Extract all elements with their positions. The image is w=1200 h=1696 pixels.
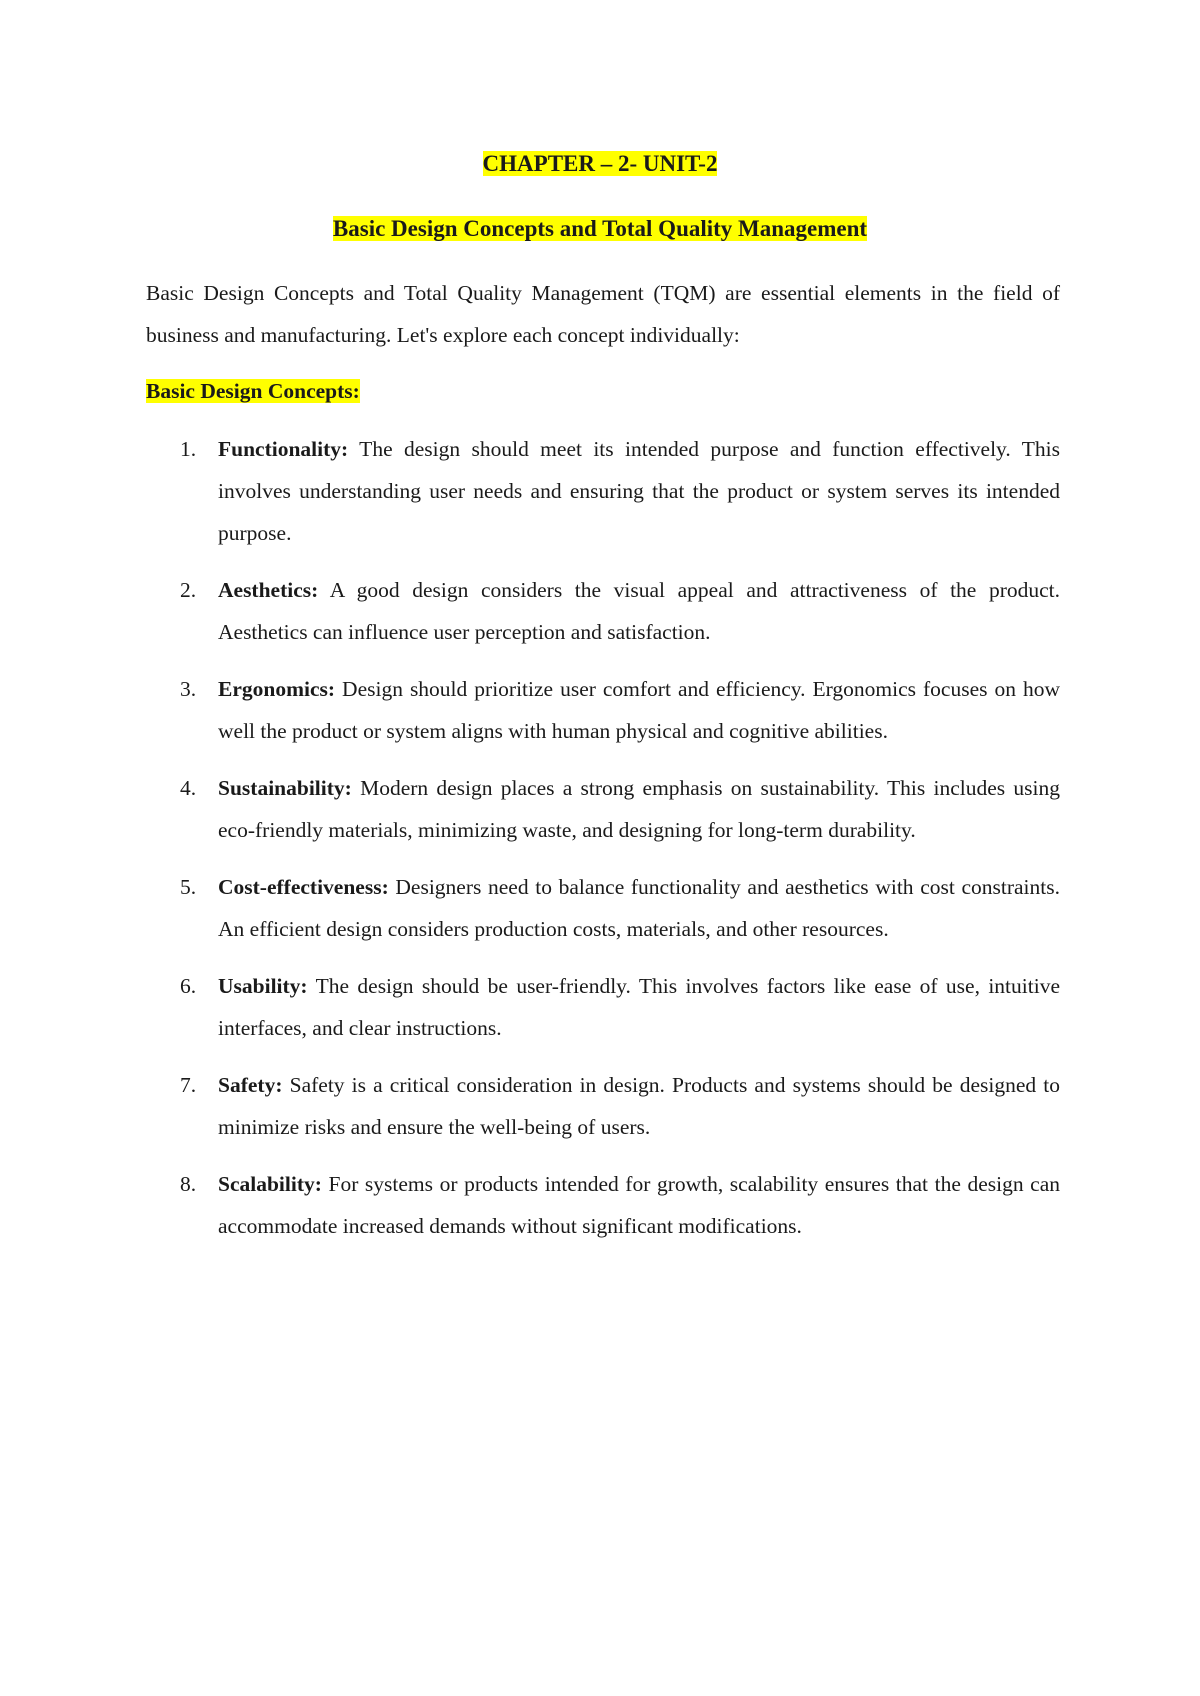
section-heading <box>146 376 360 406</box>
list-item-text: Modern design places a strong emphasis on sustainability. This includes using eco-friendly materials, minimizing waste, and designing for long-term durability. <box>218 776 1060 842</box>
list-item-term: Cost-effectiveness: <box>218 875 389 899</box>
list-item-text: The design should be user-friendly. This involves factors like ease of use, intuitive interfaces, and clear instructions. <box>218 974 1060 1040</box>
list-item-number: 3. <box>180 677 197 701</box>
list-item-text: A good design considers the visual appeal and attractiveness of the product. Aesthetics can influence user perception and satisfaction. <box>218 578 1060 644</box>
list-item-number: 8. <box>180 1172 197 1196</box>
list-item <box>146 1163 1060 1247</box>
document-subtitle-text: Basic Design Concepts and Total Quality Management <box>332 216 868 241</box>
list-item <box>146 866 1060 950</box>
document-subtitle <box>0 215 1200 243</box>
list-item-number: 7. <box>180 1073 197 1097</box>
list-item-term: Ergonomics: <box>218 677 336 701</box>
list-item-term: Functionality: <box>218 437 349 461</box>
list-item-number: 6. <box>180 974 197 998</box>
list-item <box>146 767 1060 851</box>
section-heading-text: Basic Design Concepts: <box>146 379 360 403</box>
list-item-term: Scalability: <box>218 1172 322 1196</box>
design-concepts-list <box>146 428 1060 1262</box>
list-item-term: Safety: <box>218 1073 283 1097</box>
chapter-title-text: CHAPTER – 2- UNIT-2 <box>482 151 718 176</box>
list-item-number: 4. <box>180 776 197 800</box>
list-item-text: Safety is a critical consideration in design. Products and systems should be designed to minimize risks and ensure the well-being of users. <box>218 1073 1060 1139</box>
list-item <box>146 1064 1060 1148</box>
list-item-number: 2. <box>180 578 197 602</box>
list-item-text: For systems or products intended for growth, scalability ensures that the design can accommodate increased demands without significant modifications. <box>218 1172 1060 1238</box>
intro-paragraph: Basic Design Concepts and Total Quality Management (TQM) are essential elements in the field of business and manufacturing. Let's explore each concept individually: <box>146 281 1060 347</box>
list-item-text: The design should meet its intended purpose and function effectively. This involves understanding user needs and ensuring that the product or system serves its intended purpose. <box>218 437 1060 545</box>
list-item-text: Design should prioritize user comfort and efficiency. Ergonomics focuses on how well the product or system aligns with human physical and cognitive abilities. <box>218 677 1060 743</box>
list-item-term: Usability: <box>218 974 308 998</box>
list-item <box>146 569 1060 653</box>
list-item <box>146 668 1060 752</box>
list-item-term: Sustainability: <box>218 776 352 800</box>
list-item <box>146 428 1060 554</box>
list-item-term: Aesthetics: <box>218 578 319 602</box>
list-item-text: Designers need to balance functionality and aesthetics with cost constraints. An efficient design considers production costs, materials, and other resources. <box>218 875 1060 941</box>
chapter-title <box>0 150 1200 178</box>
list-item <box>146 965 1060 1049</box>
list-item-number: 5. <box>180 875 197 899</box>
list-item-number: 1. <box>180 437 197 461</box>
